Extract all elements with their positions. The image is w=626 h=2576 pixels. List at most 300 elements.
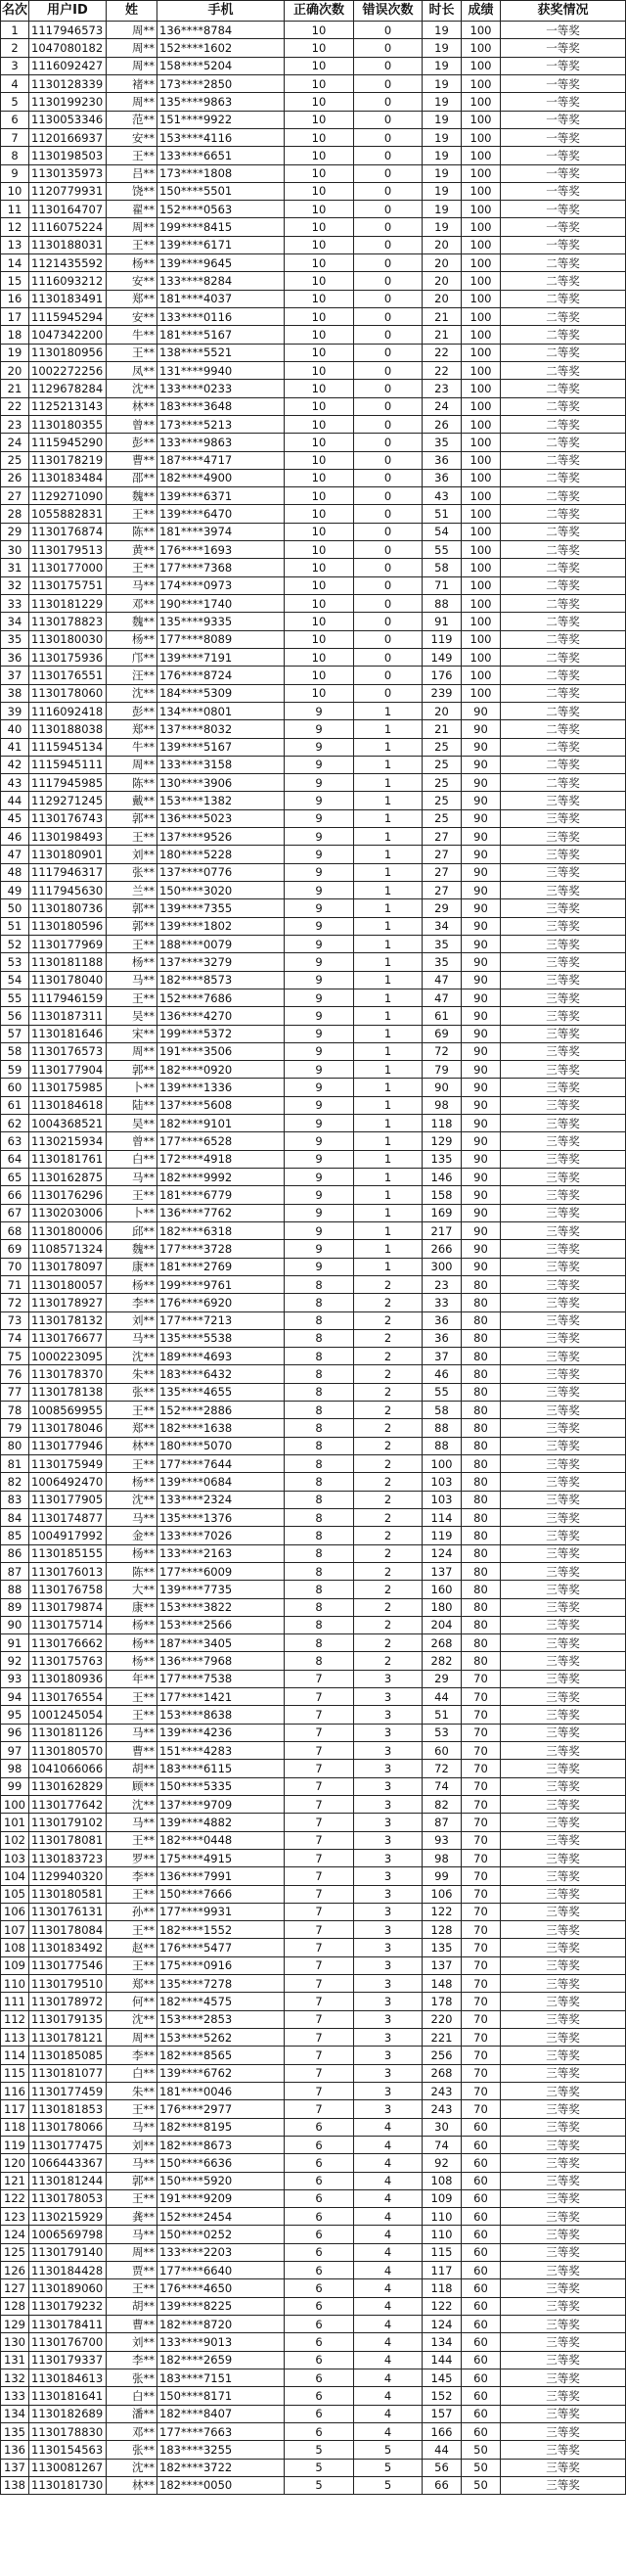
surname-cell: 潘** xyxy=(107,2405,157,2422)
surname-cell: 周** xyxy=(107,218,157,236)
phone-cell: 138****5521 xyxy=(157,344,285,361)
surname-cell: 李** xyxy=(107,1867,157,1885)
phone-cell: 180****5228 xyxy=(157,846,285,863)
rank-cell: 25 xyxy=(1,451,29,469)
phone-cell: 187****4717 xyxy=(157,451,285,469)
rank-cell: 131 xyxy=(1,2351,29,2369)
wrong-count-cell: 0 xyxy=(354,613,423,630)
surname-cell: 周** xyxy=(107,2243,157,2261)
surname-cell: 安** xyxy=(107,308,157,326)
duration-cell: 135 xyxy=(423,1939,462,1956)
phone-cell: 181****2769 xyxy=(157,1258,285,1275)
award-cell: 二等奖 xyxy=(501,308,626,326)
rank-cell: 13 xyxy=(1,236,29,253)
user-id-cell: 1116092427 xyxy=(29,57,107,74)
rank-cell: 44 xyxy=(1,792,29,809)
user-id-cell: 1130175763 xyxy=(29,1652,107,1670)
correct-count-cell: 9 xyxy=(285,809,354,827)
phone-cell: 174****0973 xyxy=(157,576,285,594)
rank-cell: 102 xyxy=(1,1831,29,1849)
duration-cell: 55 xyxy=(423,1383,462,1401)
award-cell: 二等奖 xyxy=(501,254,626,272)
header-duration: 时长 xyxy=(423,1,462,22)
score-cell: 90 xyxy=(462,1096,501,1114)
correct-count-cell: 10 xyxy=(285,451,354,469)
table-row xyxy=(1,1383,626,1401)
award-cell: 三等奖 xyxy=(501,2172,626,2189)
surname-cell: 杨** xyxy=(107,1275,157,1293)
wrong-count-cell: 2 xyxy=(354,1365,423,1383)
surname-cell: 凤** xyxy=(107,361,157,379)
user-id-cell: 1120166937 xyxy=(29,128,107,146)
table-row xyxy=(1,1007,626,1025)
duration-cell: 160 xyxy=(423,1581,462,1598)
phone-cell: 131****9940 xyxy=(157,361,285,379)
duration-cell: 44 xyxy=(423,2441,462,2459)
surname-cell: 曹** xyxy=(107,2316,157,2333)
surname-cell: 大** xyxy=(107,1581,157,1598)
table-row xyxy=(1,469,626,486)
correct-count-cell: 9 xyxy=(285,935,354,952)
award-cell: 三等奖 xyxy=(501,1544,626,1562)
wrong-count-cell: 0 xyxy=(354,630,423,648)
correct-count-cell: 10 xyxy=(285,505,354,523)
duration-cell: 243 xyxy=(423,2082,462,2099)
correct-count-cell: 9 xyxy=(285,863,354,881)
duration-cell: 144 xyxy=(423,2351,462,2369)
surname-cell: 白** xyxy=(107,2387,157,2405)
wrong-count-cell: 1 xyxy=(354,1061,423,1079)
table-row xyxy=(1,74,626,92)
score-cell: 100 xyxy=(462,74,501,92)
phone-cell: 136****7991 xyxy=(157,1867,285,1885)
award-cell: 三等奖 xyxy=(501,1885,626,1903)
user-id-cell: 1130176874 xyxy=(29,523,107,540)
table-row xyxy=(1,111,626,128)
table-row xyxy=(1,595,626,613)
correct-count-cell: 7 xyxy=(285,1831,354,1849)
duration-cell: 35 xyxy=(423,935,462,952)
wrong-count-cell: 3 xyxy=(354,2100,423,2118)
surname-cell: 杨** xyxy=(107,1616,157,1633)
correct-count-cell: 9 xyxy=(285,846,354,863)
phone-cell: 182****8573 xyxy=(157,971,285,989)
correct-count-cell: 7 xyxy=(285,2047,354,2064)
phone-cell: 176****8724 xyxy=(157,667,285,684)
duration-cell: 91 xyxy=(423,613,462,630)
wrong-count-cell: 2 xyxy=(354,1437,423,1454)
score-cell: 100 xyxy=(462,344,501,361)
wrong-count-cell: 0 xyxy=(354,344,423,361)
score-cell: 60 xyxy=(462,2405,501,2422)
correct-count-cell: 6 xyxy=(285,2297,354,2315)
score-cell: 90 xyxy=(462,1186,501,1204)
phone-cell: 175****0916 xyxy=(157,1956,285,1974)
table-row xyxy=(1,1885,626,1903)
award-cell: 三等奖 xyxy=(501,1437,626,1454)
duration-cell: 134 xyxy=(423,2333,462,2351)
table-row xyxy=(1,1061,626,1079)
rank-cell: 63 xyxy=(1,1132,29,1150)
user-id-cell: 1130180581 xyxy=(29,1885,107,1903)
duration-cell: 69 xyxy=(423,1025,462,1042)
correct-count-cell: 8 xyxy=(285,1402,354,1419)
phone-cell: 133****2324 xyxy=(157,1491,285,1508)
surname-cell: 罗** xyxy=(107,1849,157,1866)
phone-cell: 133****8284 xyxy=(157,272,285,290)
phone-cell: 152****1602 xyxy=(157,39,285,57)
user-id-cell: 1130178972 xyxy=(29,1993,107,2010)
duration-cell: 27 xyxy=(423,828,462,846)
phone-cell: 150****6636 xyxy=(157,2154,285,2172)
correct-count-cell: 9 xyxy=(285,917,354,935)
wrong-count-cell: 0 xyxy=(354,415,423,433)
duration-cell: 22 xyxy=(423,344,462,361)
correct-count-cell: 10 xyxy=(285,147,354,164)
phone-cell: 176****1693 xyxy=(157,541,285,559)
duration-cell: 19 xyxy=(423,93,462,111)
award-cell: 三等奖 xyxy=(501,1294,626,1311)
wrong-count-cell: 2 xyxy=(354,1491,423,1508)
table-row xyxy=(1,236,626,253)
award-cell: 三等奖 xyxy=(501,882,626,899)
user-id-cell: 1066443367 xyxy=(29,2154,107,2172)
rank-cell: 12 xyxy=(1,218,29,236)
user-id-cell: 1047342200 xyxy=(29,326,107,344)
phone-cell: 139****5167 xyxy=(157,738,285,756)
wrong-count-cell: 4 xyxy=(354,2243,423,2261)
wrong-count-cell: 0 xyxy=(354,128,423,146)
wrong-count-cell: 2 xyxy=(354,1544,423,1562)
user-id-cell: 1130178046 xyxy=(29,1419,107,1437)
table-row xyxy=(1,1831,626,1849)
duration-cell: 119 xyxy=(423,1527,462,1544)
duration-cell: 180 xyxy=(423,1598,462,1616)
user-id-cell: 1130176013 xyxy=(29,1562,107,1580)
wrong-count-cell: 4 xyxy=(354,2136,423,2153)
phone-cell: 150****7666 xyxy=(157,1885,285,1903)
score-cell: 90 xyxy=(462,935,501,952)
phone-cell: 135****7278 xyxy=(157,1975,285,1993)
wrong-count-cell: 4 xyxy=(354,2297,423,2315)
user-id-cell: 1130135973 xyxy=(29,164,107,182)
user-id-cell: 1130181646 xyxy=(29,1025,107,1042)
correct-count-cell: 7 xyxy=(285,1760,354,1777)
duration-cell: 44 xyxy=(423,1688,462,1706)
table-row xyxy=(1,917,626,935)
duration-cell: 98 xyxy=(423,1849,462,1866)
award-cell: 二等奖 xyxy=(501,523,626,540)
award-cell: 三等奖 xyxy=(501,2351,626,2369)
award-cell: 三等奖 xyxy=(501,1061,626,1079)
wrong-count-cell: 2 xyxy=(354,1383,423,1401)
correct-count-cell: 8 xyxy=(285,1616,354,1633)
award-cell: 三等奖 xyxy=(501,809,626,827)
user-id-cell: 1000223095 xyxy=(29,1348,107,1365)
table-row xyxy=(1,899,626,917)
surname-cell: 王** xyxy=(107,1186,157,1204)
rank-cell: 136 xyxy=(1,2441,29,2459)
phone-cell: 133****9013 xyxy=(157,2333,285,2351)
table-row xyxy=(1,774,626,792)
score-cell: 50 xyxy=(462,2441,501,2459)
duration-cell: 71 xyxy=(423,576,462,594)
table-row xyxy=(1,559,626,576)
surname-cell: 马** xyxy=(107,2226,157,2243)
wrong-count-cell: 3 xyxy=(354,1975,423,1993)
duration-cell: 29 xyxy=(423,899,462,917)
wrong-count-cell: 0 xyxy=(354,361,423,379)
phone-cell: 189****4693 xyxy=(157,1348,285,1365)
award-cell: 二等奖 xyxy=(501,326,626,344)
correct-count-cell: 10 xyxy=(285,344,354,361)
user-id-cell: 1130179135 xyxy=(29,2010,107,2028)
surname-cell: 杨** xyxy=(107,1544,157,1562)
correct-count-cell: 7 xyxy=(285,2029,354,2047)
table-row xyxy=(1,2010,626,2028)
table-row xyxy=(1,1186,626,1204)
phone-cell: 152****2886 xyxy=(157,1402,285,1419)
correct-count-cell: 9 xyxy=(285,1061,354,1079)
phone-cell: 137****3279 xyxy=(157,953,285,971)
award-cell: 三等奖 xyxy=(501,1867,626,1885)
wrong-count-cell: 0 xyxy=(354,111,423,128)
surname-cell: 彭** xyxy=(107,434,157,451)
phone-cell: 181****6779 xyxy=(157,1186,285,1204)
rank-cell: 101 xyxy=(1,1814,29,1831)
phone-cell: 152****0563 xyxy=(157,201,285,218)
user-id-cell: 1130181730 xyxy=(29,2476,107,2494)
surname-cell: 杨** xyxy=(107,1652,157,1670)
user-id-cell: 1130175714 xyxy=(29,1616,107,1633)
correct-count-cell: 10 xyxy=(285,630,354,648)
table-row xyxy=(1,1491,626,1508)
user-id-cell: 1117946573 xyxy=(29,22,107,39)
score-cell: 80 xyxy=(462,1437,501,1454)
header-phone: 手机 xyxy=(157,1,285,22)
user-id-cell: 1129940320 xyxy=(29,1867,107,1885)
wrong-count-cell: 0 xyxy=(354,523,423,540)
user-id-cell: 1130181126 xyxy=(29,1724,107,1741)
user-id-cell: 1130178081 xyxy=(29,1831,107,1849)
rank-cell: 104 xyxy=(1,1867,29,1885)
duration-cell: 37 xyxy=(423,1348,462,1365)
wrong-count-cell: 3 xyxy=(354,2029,423,2047)
surname-cell: 刘** xyxy=(107,2333,157,2351)
table-row xyxy=(1,1132,626,1150)
rank-cell: 83 xyxy=(1,1491,29,1508)
duration-cell: 217 xyxy=(423,1221,462,1239)
table-row xyxy=(1,1581,626,1598)
score-cell: 100 xyxy=(462,22,501,39)
award-cell: 一等奖 xyxy=(501,74,626,92)
table-row xyxy=(1,2387,626,2405)
table-row xyxy=(1,2082,626,2099)
score-cell: 60 xyxy=(462,2422,501,2440)
user-id-cell: 1004917992 xyxy=(29,1527,107,1544)
wrong-count-cell: 4 xyxy=(354,2208,423,2226)
table-row xyxy=(1,2118,626,2136)
table-row xyxy=(1,308,626,326)
correct-count-cell: 9 xyxy=(285,1132,354,1150)
award-cell: 三等奖 xyxy=(501,1132,626,1150)
table-row xyxy=(1,1634,626,1652)
user-id-cell: 1130178121 xyxy=(29,2029,107,2047)
correct-count-cell: 8 xyxy=(285,1365,354,1383)
rank-cell: 35 xyxy=(1,630,29,648)
table-row xyxy=(1,2422,626,2440)
duration-cell: 88 xyxy=(423,1419,462,1437)
surname-cell: 马** xyxy=(107,1329,157,1347)
score-cell: 70 xyxy=(462,1975,501,1993)
duration-cell: 19 xyxy=(423,218,462,236)
rank-cell: 77 xyxy=(1,1383,29,1401)
wrong-count-cell: 3 xyxy=(354,1831,423,1849)
score-cell: 70 xyxy=(462,2047,501,2064)
surname-cell: 饶** xyxy=(107,182,157,200)
duration-cell: 88 xyxy=(423,1437,462,1454)
duration-cell: 51 xyxy=(423,1706,462,1724)
user-id-cell: 1130178132 xyxy=(29,1311,107,1329)
rank-cell: 123 xyxy=(1,2208,29,2226)
duration-cell: 268 xyxy=(423,1634,462,1652)
score-cell: 100 xyxy=(462,218,501,236)
phone-cell: 182****0448 xyxy=(157,1831,285,1849)
wrong-count-cell: 0 xyxy=(354,74,423,92)
rank-cell: 10 xyxy=(1,182,29,200)
wrong-count-cell: 2 xyxy=(354,1581,423,1598)
surname-cell: 邵** xyxy=(107,469,157,486)
duration-cell: 114 xyxy=(423,1508,462,1526)
score-cell: 90 xyxy=(462,1150,501,1168)
correct-count-cell: 7 xyxy=(285,1956,354,1974)
phone-cell: 180****5070 xyxy=(157,1437,285,1454)
award-cell: 三等奖 xyxy=(501,1956,626,1974)
rank-cell: 78 xyxy=(1,1402,29,1419)
duration-cell: 256 xyxy=(423,2047,462,2064)
user-id-cell: 1130181761 xyxy=(29,1150,107,1168)
table-row xyxy=(1,147,626,164)
table-row xyxy=(1,1025,626,1042)
correct-count-cell: 7 xyxy=(285,1921,354,1939)
phone-cell: 199****8415 xyxy=(157,218,285,236)
wrong-count-cell: 1 xyxy=(354,1025,423,1042)
score-cell: 80 xyxy=(462,1491,501,1508)
user-id-cell: 1130179513 xyxy=(29,541,107,559)
rank-cell: 47 xyxy=(1,846,29,863)
wrong-count-cell: 1 xyxy=(354,720,423,738)
duration-cell: 145 xyxy=(423,2369,462,2386)
correct-count-cell: 9 xyxy=(285,899,354,917)
duration-cell: 122 xyxy=(423,1903,462,1920)
surname-cell: 马** xyxy=(107,971,157,989)
duration-cell: 19 xyxy=(423,201,462,218)
rank-cell: 116 xyxy=(1,2082,29,2099)
duration-cell: 220 xyxy=(423,2010,462,2028)
correct-count-cell: 9 xyxy=(285,1221,354,1239)
wrong-count-cell: 1 xyxy=(354,953,423,971)
award-cell: 三等奖 xyxy=(501,1527,626,1544)
award-cell: 三等奖 xyxy=(501,1491,626,1508)
rank-cell: 91 xyxy=(1,1634,29,1652)
correct-count-cell: 9 xyxy=(285,828,354,846)
user-id-cell: 1130176662 xyxy=(29,1634,107,1652)
score-cell: 70 xyxy=(462,1885,501,1903)
award-cell: 三等奖 xyxy=(501,1275,626,1293)
score-cell: 100 xyxy=(462,505,501,523)
correct-count-cell: 8 xyxy=(285,1527,354,1544)
table-row xyxy=(1,1849,626,1866)
rank-cell: 94 xyxy=(1,1688,29,1706)
score-cell: 80 xyxy=(462,1508,501,1526)
award-cell: 二等奖 xyxy=(501,451,626,469)
correct-count-cell: 7 xyxy=(285,1688,354,1706)
award-cell: 一等奖 xyxy=(501,164,626,182)
phone-cell: 137****0776 xyxy=(157,863,285,881)
duration-cell: 29 xyxy=(423,1670,462,1687)
rank-cell: 124 xyxy=(1,2226,29,2243)
wrong-count-cell: 2 xyxy=(354,1598,423,1616)
phone-cell: 182****3722 xyxy=(157,2459,285,2476)
award-cell: 三等奖 xyxy=(501,1634,626,1652)
table-row xyxy=(1,254,626,272)
user-id-cell: 1001245054 xyxy=(29,1706,107,1724)
wrong-count-cell: 0 xyxy=(354,272,423,290)
surname-cell: 陆** xyxy=(107,1096,157,1114)
correct-count-cell: 8 xyxy=(285,1508,354,1526)
duration-cell: 23 xyxy=(423,1275,462,1293)
table-row xyxy=(1,361,626,379)
phone-cell: 188****0079 xyxy=(157,935,285,952)
correct-count-cell: 9 xyxy=(285,720,354,738)
surname-cell: 王** xyxy=(107,2100,157,2118)
phone-cell: 183****3255 xyxy=(157,2441,285,2459)
user-id-cell: 1130178053 xyxy=(29,2189,107,2207)
rank-cell: 86 xyxy=(1,1544,29,1562)
user-id-cell: 1130176296 xyxy=(29,1186,107,1204)
score-cell: 100 xyxy=(462,684,501,702)
surname-cell: 王** xyxy=(107,344,157,361)
correct-count-cell: 8 xyxy=(285,1491,354,1508)
wrong-count-cell: 3 xyxy=(354,1956,423,1974)
duration-cell: 19 xyxy=(423,39,462,57)
award-cell: 三等奖 xyxy=(501,935,626,952)
award-cell: 三等奖 xyxy=(501,1365,626,1383)
score-cell: 100 xyxy=(462,630,501,648)
surname-cell: 王** xyxy=(107,1921,157,1939)
phone-cell: 136****7762 xyxy=(157,1204,285,1221)
surname-cell: 王** xyxy=(107,147,157,164)
surname-cell: 何** xyxy=(107,1993,157,2010)
award-cell: 三等奖 xyxy=(501,828,626,846)
score-cell: 60 xyxy=(462,2154,501,2172)
rank-cell: 57 xyxy=(1,1025,29,1042)
correct-count-cell: 10 xyxy=(285,39,354,57)
phone-cell: 182****8195 xyxy=(157,2118,285,2136)
correct-count-cell: 10 xyxy=(285,523,354,540)
user-id-cell: 1130199230 xyxy=(29,93,107,111)
surname-cell: 郑** xyxy=(107,290,157,307)
surname-cell: 马** xyxy=(107,1508,157,1526)
duration-cell: 66 xyxy=(423,2476,462,2494)
score-cell: 90 xyxy=(462,1007,501,1025)
user-id-cell: 1130183492 xyxy=(29,1939,107,1956)
table-row xyxy=(1,2154,626,2172)
score-cell: 70 xyxy=(462,1939,501,1956)
table-row xyxy=(1,2189,626,2207)
correct-count-cell: 7 xyxy=(285,1993,354,2010)
surname-cell: 沈** xyxy=(107,1795,157,1813)
